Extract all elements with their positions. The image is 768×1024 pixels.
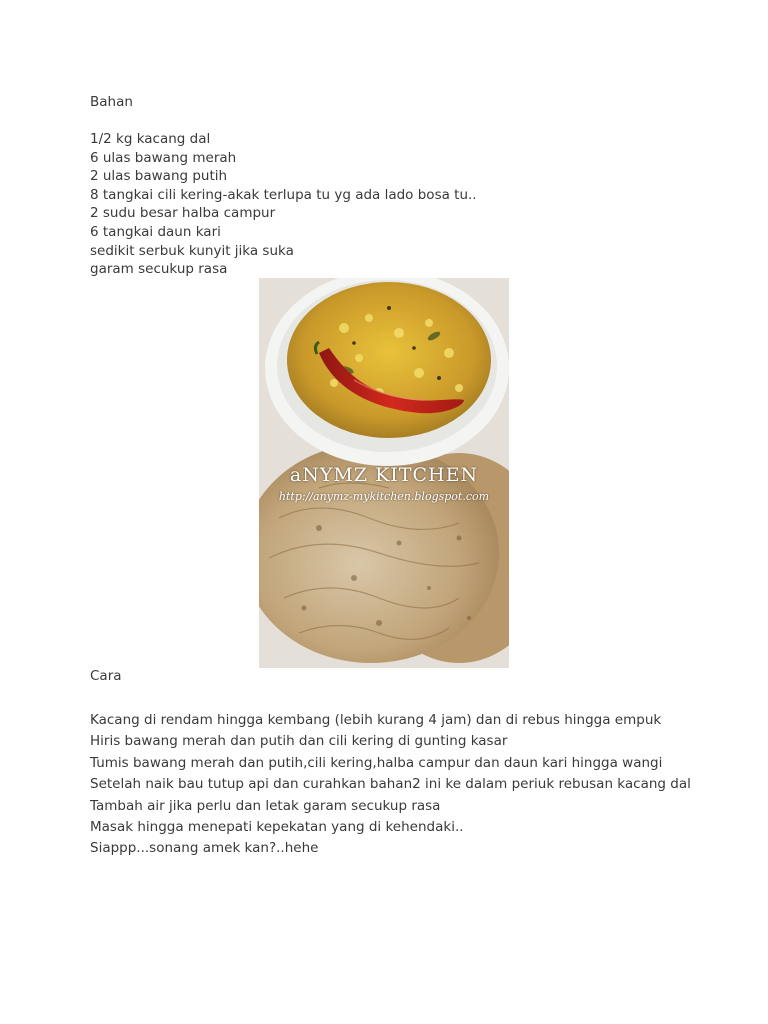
ingredient-item: 6 ulas bawang merah (90, 149, 237, 166)
dish-photo (259, 278, 509, 668)
method-step: Tambah air jika perlu dan letak garam secukup rasa (90, 797, 441, 814)
ingredient-item: 6 tangkai daun kari (90, 223, 221, 240)
method-step: Kacang di rendam hingga kembang (lebih kurang 4 jam) dan di rebus hingga empuk (90, 712, 662, 728)
ingredients-heading: Bahan (90, 94, 133, 110)
method-step: Siappp...sonang amek kan?..hehe (90, 840, 319, 857)
ingredient-item: 2 ulas bawang putih (90, 168, 228, 185)
method-heading: Cara (90, 668, 122, 684)
method-step: Tumis bawang merah dan putih,cili kering,halba campur dan daun kari hingga wangi (90, 754, 663, 771)
method-step: Hiris bawang merah dan putih dan cili kering di gunting kasar (90, 733, 508, 750)
method-step: Masak hingga menepati kepekatan yang di kehendaki.. (90, 818, 464, 835)
ingredient-item: 2 sudu besar halba campur (90, 205, 276, 222)
ingredient-item: garam secukup rasa (90, 261, 228, 278)
ingredient-item: sedikit serbuk kunyit jika suka (90, 242, 294, 259)
method-step: Setelah naik bau tutup api dan curahkan bahan2 ini ke dalam periuk rebusan kacang dal (90, 776, 691, 793)
ingredients-list (90, 130, 477, 279)
watermark-brand: aNYMZ KITCHEN (289, 464, 479, 486)
ingredient-item: 8 tangkai cili kering-akak terlupa tu yg ada lado bosa tu.. (90, 186, 477, 203)
ingredient-item: 1/2 kg kacang dal (90, 131, 211, 147)
method-steps (90, 710, 691, 860)
watermark-url: http://anymz-mykitchen.blogspot.com (278, 490, 490, 503)
